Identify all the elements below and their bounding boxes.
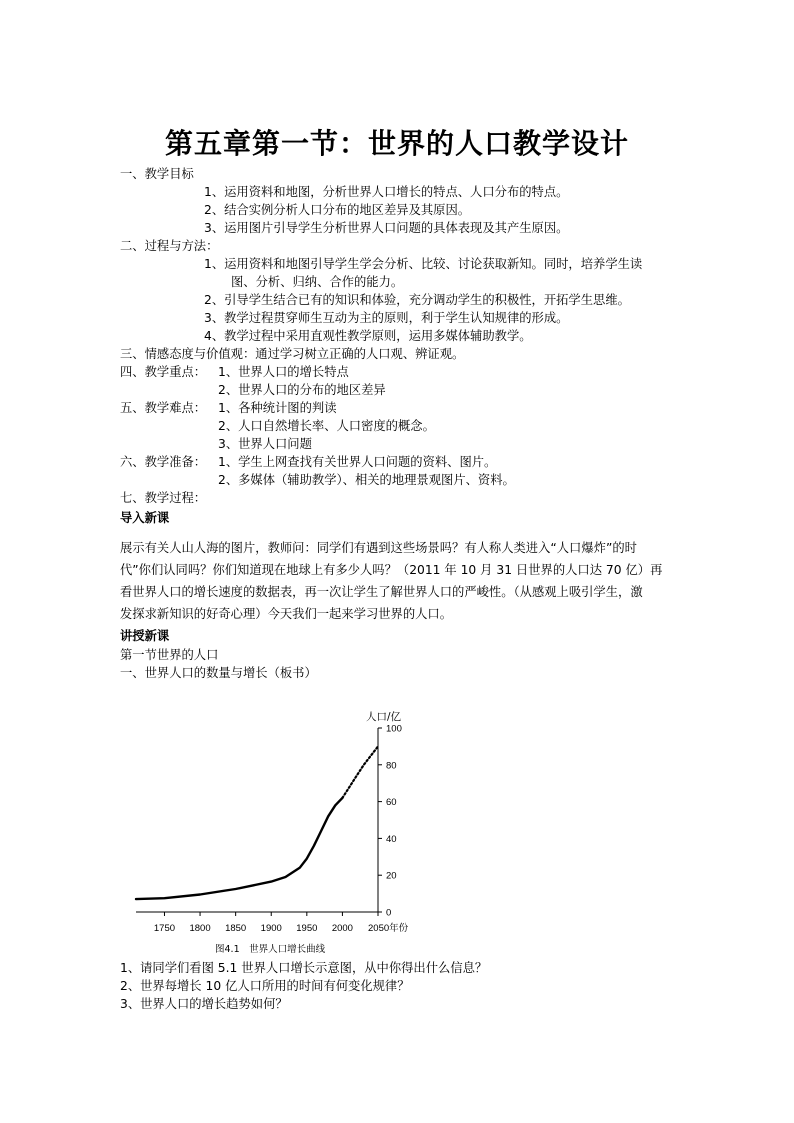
page-title: 第五章第一节：世界的人口教学设计 bbox=[164, 127, 629, 160]
section-heading: 六、教学准备： bbox=[120, 455, 207, 469]
question: 2、世界每增长 10 亿人口所用的时间有何变化规律？ bbox=[120, 979, 410, 993]
y-tick-label: 20 bbox=[386, 870, 397, 882]
y-axis-label: 人口/亿 bbox=[366, 711, 402, 723]
y-tick-label: 0 bbox=[386, 907, 392, 919]
section-heading: 二、过程与方法： bbox=[120, 239, 219, 253]
list-item: 1、运用资料和地图，分析世界人口增长的特点、人口分布的特点。 bbox=[204, 185, 569, 199]
list-item: 2、引导学生结合已有的知识和体验，充分调动学生的积极性，开拓学生思维。 bbox=[204, 293, 630, 307]
subheading: 讲授新课 bbox=[120, 629, 170, 643]
y-tick-label: 100 bbox=[386, 723, 402, 735]
list-item: 1、学生上网查找有关世界人口问题的资料、图片。 bbox=[218, 455, 497, 469]
section-heading: 四、教学重点： bbox=[120, 365, 207, 379]
section-title: 第一节世界的人口 bbox=[120, 648, 219, 662]
list-item: 3、运用图片引导学生分析世界人口问题的具体表现及其产生原因。 bbox=[204, 221, 569, 235]
subsection-title: 一、世界人口的数量与增长（板书） bbox=[120, 666, 317, 680]
list-item: 2、世界人口的分布的地区差异 bbox=[218, 383, 386, 397]
question: 3、世界人口的增长趋势如何？ bbox=[120, 997, 288, 1011]
paragraph-line: 看世界人口的增长速度的数据表，再一次让学生了解世界人口的严峻性。（从感观上吸引学生，激 bbox=[120, 585, 643, 599]
x-tick-label: 1800 bbox=[189, 923, 211, 934]
question: 1、请同学们看图 5.1 世界人口增长示意图，从中你得出什么信息？ bbox=[120, 961, 488, 975]
list-item: 2、人口自然增长率、人口密度的概念。 bbox=[218, 419, 435, 433]
paragraph-line: 代”你们认同吗？你们知道现在地球上有多少人吗？（2011 年 10 月 31 日世界的人口达 70 亿）再 bbox=[120, 563, 663, 577]
x-tick-label: 1950 bbox=[296, 923, 318, 934]
x-tick-label: 2050年份 bbox=[368, 923, 409, 934]
section-heading: 一、教学目标 bbox=[120, 167, 194, 181]
x-tick-label: 1850 bbox=[225, 923, 247, 934]
paragraph-line: 展示有关人山人海的图片，教师问：同学们有遇到这些场景吗？有人称人类进入“人口爆炸”的时 bbox=[120, 541, 637, 555]
x-tick-label: 2000 bbox=[331, 923, 353, 934]
paragraph-line: 发探求新知识的好奇心理）今天我们一起来学习世界的人口。 bbox=[120, 607, 453, 621]
list-item: 1、各种统计图的判读 bbox=[218, 401, 337, 415]
x-tick-label: 1750 bbox=[153, 923, 176, 934]
section-heading: 七、教学过程： bbox=[120, 491, 207, 505]
list-item: 1、世界人口的增长特点 bbox=[218, 365, 349, 379]
population-line-solid bbox=[136, 798, 342, 899]
list-item: 2、多媒体（辅助教学）、相关的地理景观图片、资料。 bbox=[218, 473, 515, 487]
y-tick-label: 60 bbox=[386, 797, 397, 809]
list-item: 图、分析、归纳、合作的能力。 bbox=[231, 275, 404, 289]
list-item: 2、结合实例分析人口分布的地区差异及其原因。 bbox=[204, 203, 471, 217]
list-item: 1、运用资料和地图引导学生学会分析、比较、讨论获取新知。同时，培养学生读 bbox=[204, 257, 643, 271]
population-line-projection bbox=[342, 746, 378, 798]
list-item: 4、教学过程中采用直观性教学原则，运用多媒体辅助教学。 bbox=[204, 329, 532, 343]
y-tick-label: 40 bbox=[386, 833, 397, 845]
section-heading: 五、教学难点： bbox=[120, 401, 207, 415]
subheading: 导入新课 bbox=[120, 511, 170, 525]
chart-caption: 图4.1 世界人口增长曲线 bbox=[215, 944, 326, 955]
list-item: 3、教学过程贯穿师生互动为主的原则，利于学生认知规律的形成。 bbox=[204, 311, 569, 325]
y-tick-label: 80 bbox=[386, 760, 397, 772]
list-item: 3、世界人口问题 bbox=[218, 437, 312, 451]
section-heading: 三、情感态度与价值观：通过学习树立正确的人口观、辨证观。 bbox=[120, 347, 465, 361]
x-tick-label: 1900 bbox=[260, 923, 282, 934]
